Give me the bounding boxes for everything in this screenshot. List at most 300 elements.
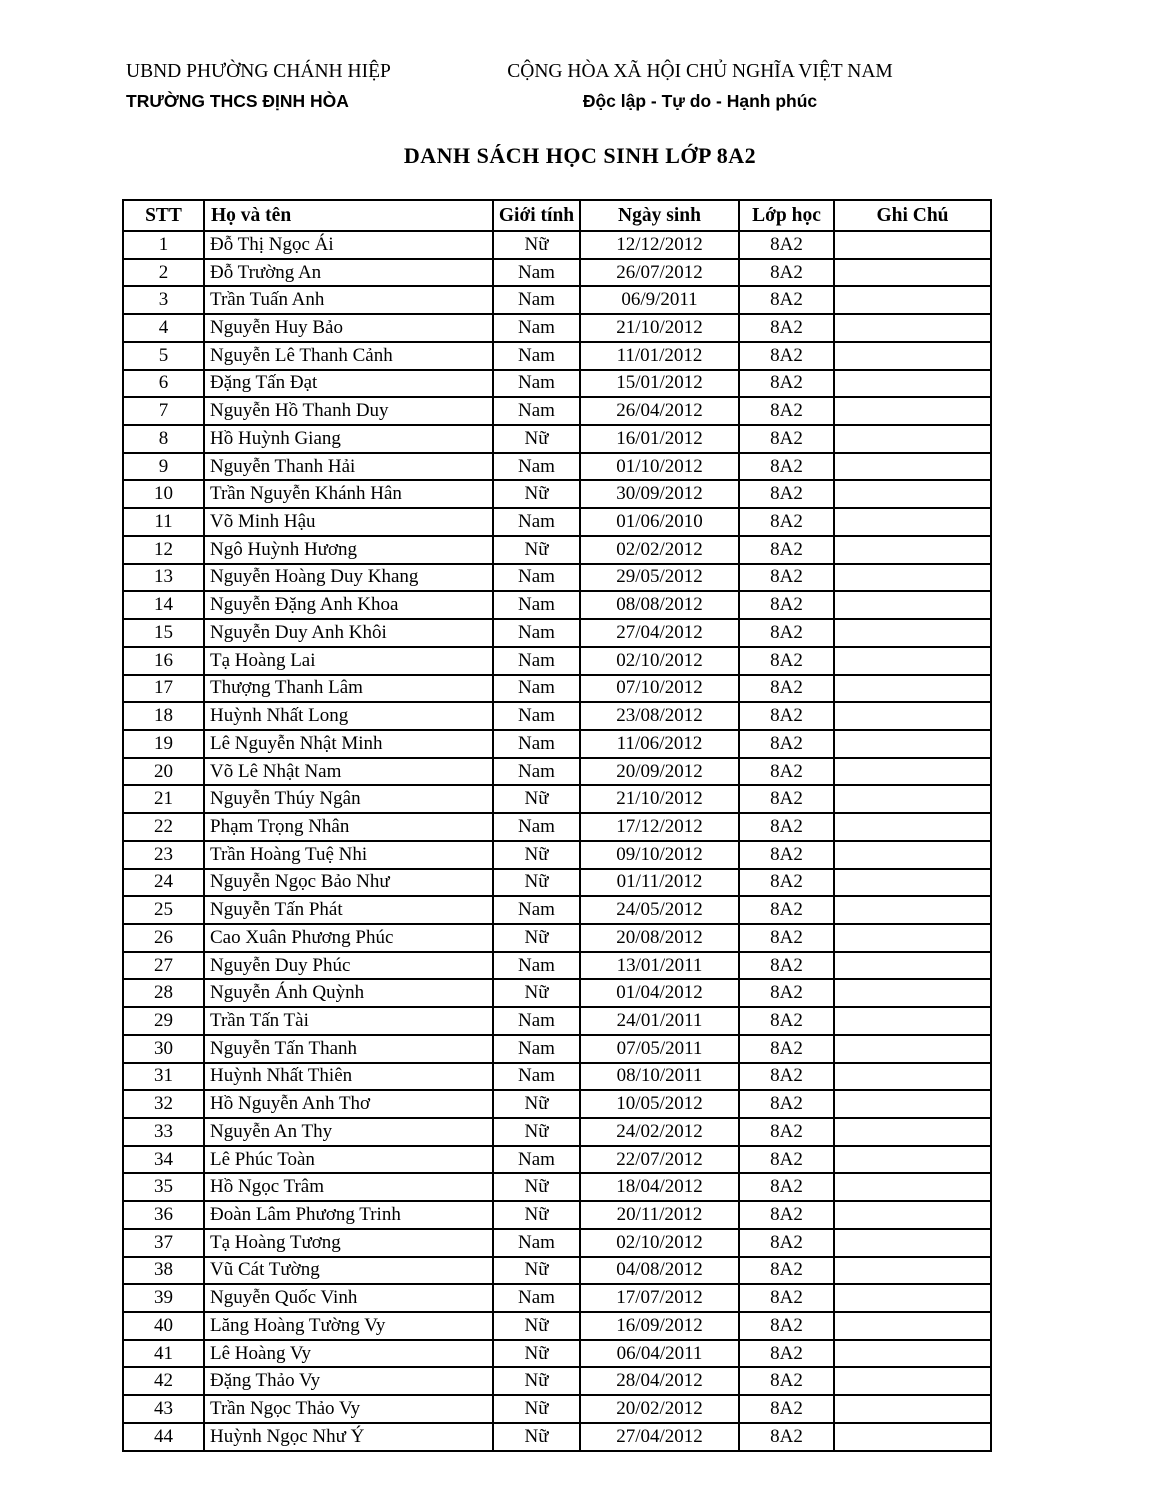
gender-cell: Nam [493, 952, 580, 980]
stt-cell: 26 [123, 924, 204, 952]
note-cell [834, 952, 991, 980]
table-row [123, 952, 991, 980]
dob-cell: 27/04/2012 [580, 1423, 739, 1451]
name-cell: Nguyễn Hoàng Duy Khang [204, 564, 493, 592]
stt-cell: 14 [123, 591, 204, 619]
stt-cell: 10 [123, 480, 204, 508]
note-cell [834, 979, 991, 1007]
table-row [123, 1257, 991, 1285]
stt-cell: 22 [123, 813, 204, 841]
note-cell [834, 647, 991, 675]
note-cell [834, 1146, 991, 1174]
class-cell: 8A2 [739, 1007, 834, 1035]
name-cell: Trần Tuấn Anh [204, 286, 493, 314]
table-row [123, 425, 991, 453]
stt-cell: 40 [123, 1312, 204, 1340]
dob-cell: 29/05/2012 [580, 564, 739, 592]
dob-cell: 26/07/2012 [580, 259, 739, 287]
name-cell: Nguyễn An Thy [204, 1118, 493, 1146]
class-cell: 8A2 [739, 1340, 834, 1368]
class-cell: 8A2 [739, 397, 834, 425]
note-cell [834, 508, 991, 536]
name-cell: Huỳnh Ngọc Như Ý [204, 1423, 493, 1451]
table-row [123, 979, 991, 1007]
table-row [123, 1367, 991, 1395]
table-row [123, 1090, 991, 1118]
name-cell: Nguyễn Lê Thanh Cảnh [204, 342, 493, 370]
note-cell [834, 730, 991, 758]
note-cell [834, 1173, 991, 1201]
name-cell: Trần Tấn Tài [204, 1007, 493, 1035]
dob-cell: 24/05/2012 [580, 896, 739, 924]
class-cell: 8A2 [739, 647, 834, 675]
stt-cell: 7 [123, 397, 204, 425]
gender-cell: Nam [493, 702, 580, 730]
school-name: TRƯỜNG THCS ĐỊNH HÒA [126, 91, 349, 111]
class-cell: 8A2 [739, 314, 834, 342]
name-cell: Đặng Tấn Đạt [204, 370, 493, 398]
gender-cell: Nam [493, 370, 580, 398]
gender-cell: Nữ [493, 869, 580, 897]
stt-cell: 6 [123, 370, 204, 398]
dob-cell: 08/10/2011 [580, 1063, 739, 1091]
gender-cell: Nữ [493, 785, 580, 813]
name-cell: Trần Hoàng Tuệ Nhi [204, 841, 493, 869]
note-cell [834, 231, 991, 259]
gender-cell: Nam [493, 647, 580, 675]
column-header-gender: Giới tính [493, 200, 580, 231]
stt-cell: 44 [123, 1423, 204, 1451]
class-cell: 8A2 [739, 1257, 834, 1285]
class-cell: 8A2 [739, 813, 834, 841]
letterhead-right [470, 60, 930, 112]
note-cell [834, 675, 991, 703]
stt-cell: 4 [123, 314, 204, 342]
student-table [122, 199, 992, 1452]
note-cell [834, 1423, 991, 1451]
stt-cell: 2 [123, 259, 204, 287]
note-cell [834, 1395, 991, 1423]
class-cell: 8A2 [739, 619, 834, 647]
name-cell: Trần Nguyễn Khánh Hân [204, 480, 493, 508]
note-cell [834, 480, 991, 508]
stt-cell: 19 [123, 730, 204, 758]
gender-cell: Nữ [493, 536, 580, 564]
name-cell: Ngô Huỳnh Hương [204, 536, 493, 564]
stt-cell: 43 [123, 1395, 204, 1423]
name-cell: Đỗ Trường An [204, 259, 493, 287]
dob-cell: 22/07/2012 [580, 1146, 739, 1174]
name-cell: Nguyễn Ngọc Bảo Như [204, 869, 493, 897]
name-cell: Vũ Cát Tường [204, 1257, 493, 1285]
class-cell: 8A2 [739, 869, 834, 897]
name-cell: Hồ Ngọc Trâm [204, 1173, 493, 1201]
dob-cell: 01/06/2010 [580, 508, 739, 536]
gender-cell: Nam [493, 564, 580, 592]
table-row [123, 1118, 991, 1146]
class-cell: 8A2 [739, 702, 834, 730]
gender-cell: Nữ [493, 841, 580, 869]
dob-cell: 12/12/2012 [580, 231, 739, 259]
table-row [123, 286, 991, 314]
class-cell: 8A2 [739, 841, 834, 869]
stt-cell: 34 [123, 1146, 204, 1174]
table-row [123, 453, 991, 481]
table-row [123, 314, 991, 342]
class-cell: 8A2 [739, 1146, 834, 1174]
dob-cell: 20/08/2012 [580, 924, 739, 952]
class-cell: 8A2 [739, 564, 834, 592]
stt-cell: 36 [123, 1201, 204, 1229]
table-row [123, 564, 991, 592]
class-cell: 8A2 [739, 1063, 834, 1091]
note-cell [834, 1007, 991, 1035]
stt-cell: 21 [123, 785, 204, 813]
name-cell: Lăng Hoàng Tường Vy [204, 1312, 493, 1340]
note-cell [834, 370, 991, 398]
stt-cell: 24 [123, 869, 204, 897]
class-cell: 8A2 [739, 1395, 834, 1423]
national-motto-line2: Độc lập - Tự do - Hạnh phúc [582, 91, 818, 111]
gender-cell: Nữ [493, 924, 580, 952]
table-row [123, 259, 991, 287]
dob-cell: 28/04/2012 [580, 1367, 739, 1395]
class-cell: 8A2 [739, 785, 834, 813]
stt-cell: 29 [123, 1007, 204, 1035]
note-cell [834, 619, 991, 647]
gender-cell: Nữ [493, 1090, 580, 1118]
note-cell [834, 1035, 991, 1063]
name-cell: Đặng Thảo Vy [204, 1367, 493, 1395]
dob-cell: 18/04/2012 [580, 1173, 739, 1201]
table-row [123, 647, 991, 675]
note-cell [834, 397, 991, 425]
gender-cell: Nam [493, 730, 580, 758]
dob-cell: 06/04/2011 [580, 1340, 739, 1368]
stt-cell: 37 [123, 1229, 204, 1257]
dob-cell: 01/11/2012 [580, 869, 739, 897]
name-cell: Nguyễn Thúy Ngân [204, 785, 493, 813]
dob-cell: 27/04/2012 [580, 619, 739, 647]
dob-cell: 07/05/2011 [580, 1035, 739, 1063]
class-cell: 8A2 [739, 675, 834, 703]
gender-cell: Nam [493, 675, 580, 703]
name-cell: Nguyễn Tấn Phát [204, 896, 493, 924]
class-cell: 8A2 [739, 1284, 834, 1312]
gender-cell: Nữ [493, 1340, 580, 1368]
dob-cell: 30/09/2012 [580, 480, 739, 508]
class-cell: 8A2 [739, 1035, 834, 1063]
stt-cell: 18 [123, 702, 204, 730]
class-cell: 8A2 [739, 231, 834, 259]
dob-cell: 20/09/2012 [580, 758, 739, 786]
name-cell: Trần Ngọc Thảo Vy [204, 1395, 493, 1423]
gender-cell: Nữ [493, 231, 580, 259]
class-cell: 8A2 [739, 924, 834, 952]
gender-cell: Nam [493, 508, 580, 536]
gender-cell: Nữ [493, 1173, 580, 1201]
note-cell [834, 924, 991, 952]
gender-cell: Nữ [493, 1201, 580, 1229]
class-cell: 8A2 [739, 1201, 834, 1229]
table-row [123, 508, 991, 536]
name-cell: Võ Lê Nhật Nam [204, 758, 493, 786]
class-cell: 8A2 [739, 536, 834, 564]
gender-cell: Nam [493, 397, 580, 425]
dob-cell: 11/01/2012 [580, 342, 739, 370]
letterhead-left [126, 60, 391, 112]
table-row [123, 1201, 991, 1229]
stt-cell: 27 [123, 952, 204, 980]
gender-cell: Nữ [493, 979, 580, 1007]
note-cell [834, 1312, 991, 1340]
dob-cell: 24/01/2011 [580, 1007, 739, 1035]
table-row [123, 702, 991, 730]
table-row [123, 370, 991, 398]
class-cell: 8A2 [739, 370, 834, 398]
table-row [123, 342, 991, 370]
dob-cell: 02/10/2012 [580, 647, 739, 675]
stt-cell: 1 [123, 231, 204, 259]
table-row [123, 1007, 991, 1035]
gender-cell: Nam [493, 342, 580, 370]
note-cell [834, 286, 991, 314]
note-cell [834, 1201, 991, 1229]
gender-cell: Nam [493, 1284, 580, 1312]
stt-cell: 13 [123, 564, 204, 592]
note-cell [834, 591, 991, 619]
class-cell: 8A2 [739, 952, 834, 980]
gender-cell: Nam [493, 1007, 580, 1035]
dob-cell: 16/09/2012 [580, 1312, 739, 1340]
name-cell: Cao Xuân Phương Phúc [204, 924, 493, 952]
gender-cell: Nữ [493, 1118, 580, 1146]
page-title: DANH SÁCH HỌC SINH LỚP 8A2 [403, 143, 757, 168]
dob-cell: 23/08/2012 [580, 702, 739, 730]
stt-cell: 39 [123, 1284, 204, 1312]
column-header-stt: STT [123, 200, 204, 231]
dob-cell: 21/10/2012 [580, 314, 739, 342]
gender-cell: Nam [493, 286, 580, 314]
class-cell: 8A2 [739, 979, 834, 1007]
table-row [123, 869, 991, 897]
name-cell: Lê Phúc Toàn [204, 1146, 493, 1174]
name-cell: Nguyễn Hồ Thanh Duy [204, 397, 493, 425]
table-row [123, 1423, 991, 1451]
stt-cell: 12 [123, 536, 204, 564]
stt-cell: 35 [123, 1173, 204, 1201]
table-row [123, 730, 991, 758]
stt-cell: 30 [123, 1035, 204, 1063]
gender-cell: Nam [493, 1063, 580, 1091]
table-row [123, 1340, 991, 1368]
table-row [123, 758, 991, 786]
table-row [123, 231, 991, 259]
table-row [123, 591, 991, 619]
gender-cell: Nữ [493, 1395, 580, 1423]
column-header-class: Lớp học [739, 200, 834, 231]
name-cell: Huỳnh Nhất Long [204, 702, 493, 730]
table-row [123, 397, 991, 425]
stt-cell: 17 [123, 675, 204, 703]
stt-cell: 11 [123, 508, 204, 536]
stt-cell: 28 [123, 979, 204, 1007]
dob-cell: 02/02/2012 [580, 536, 739, 564]
stt-cell: 32 [123, 1090, 204, 1118]
note-cell [834, 1257, 991, 1285]
table-row [123, 1035, 991, 1063]
stt-cell: 15 [123, 619, 204, 647]
gender-cell: Nữ [493, 1423, 580, 1451]
name-cell: Nguyễn Duy Phúc [204, 952, 493, 980]
table-container [122, 199, 990, 1452]
class-cell: 8A2 [739, 342, 834, 370]
gender-cell: Nam [493, 619, 580, 647]
gender-cell: Nam [493, 453, 580, 481]
table-header-row [123, 200, 991, 231]
stt-cell: 9 [123, 453, 204, 481]
class-cell: 8A2 [739, 1173, 834, 1201]
stt-cell: 23 [123, 841, 204, 869]
note-cell [834, 1063, 991, 1091]
class-cell: 8A2 [739, 453, 834, 481]
gender-cell: Nữ [493, 1257, 580, 1285]
dob-cell: 06/9/2011 [580, 286, 739, 314]
class-cell: 8A2 [739, 480, 834, 508]
dob-cell: 04/08/2012 [580, 1257, 739, 1285]
table-row [123, 480, 991, 508]
dob-cell: 20/11/2012 [580, 1201, 739, 1229]
note-cell [834, 841, 991, 869]
gender-cell: Nam [493, 314, 580, 342]
class-cell: 8A2 [739, 758, 834, 786]
note-cell [834, 342, 991, 370]
dob-cell: 20/02/2012 [580, 1395, 739, 1423]
gender-cell: Nam [493, 1229, 580, 1257]
name-cell: Nguyễn Đặng Anh Khoa [204, 591, 493, 619]
dob-cell: 10/05/2012 [580, 1090, 739, 1118]
dob-cell: 09/10/2012 [580, 841, 739, 869]
note-cell [834, 1367, 991, 1395]
class-cell: 8A2 [739, 730, 834, 758]
column-header-dob: Ngày sinh [580, 200, 739, 231]
table-row [123, 536, 991, 564]
table-row [123, 813, 991, 841]
stt-cell: 5 [123, 342, 204, 370]
table-row [123, 924, 991, 952]
stt-cell: 20 [123, 758, 204, 786]
class-cell: 8A2 [739, 591, 834, 619]
table-row [123, 785, 991, 813]
table-row [123, 1284, 991, 1312]
dob-cell: 26/04/2012 [580, 397, 739, 425]
note-cell [834, 1229, 991, 1257]
note-cell [834, 1284, 991, 1312]
name-cell: Lê Nguyễn Nhật Minh [204, 730, 493, 758]
class-cell: 8A2 [739, 259, 834, 287]
name-cell: Nguyễn Thanh Hải [204, 453, 493, 481]
table-row [123, 1173, 991, 1201]
name-cell: Nguyễn Tấn Thanh [204, 1035, 493, 1063]
note-cell [834, 896, 991, 924]
table-row [123, 896, 991, 924]
note-cell [834, 758, 991, 786]
dob-cell: 15/01/2012 [580, 370, 739, 398]
name-cell: Nguyễn Huy Bảo [204, 314, 493, 342]
name-cell: Lê Hoàng Vy [204, 1340, 493, 1368]
column-header-name: Họ và tên [204, 200, 493, 231]
gender-cell: Nam [493, 758, 580, 786]
gender-cell: Nữ [493, 1367, 580, 1395]
dob-cell: 11/06/2012 [580, 730, 739, 758]
class-cell: 8A2 [739, 1367, 834, 1395]
stt-cell: 38 [123, 1257, 204, 1285]
name-cell: Tạ Hoàng Lai [204, 647, 493, 675]
class-cell: 8A2 [739, 286, 834, 314]
name-cell: Thượng Thanh Lâm [204, 675, 493, 703]
note-cell [834, 425, 991, 453]
dob-cell: 07/10/2012 [580, 675, 739, 703]
name-cell: Hồ Huỳnh Giang [204, 425, 493, 453]
note-cell [834, 785, 991, 813]
class-cell: 8A2 [739, 508, 834, 536]
note-cell [834, 1118, 991, 1146]
note-cell [834, 453, 991, 481]
name-cell: Tạ Hoàng Tương [204, 1229, 493, 1257]
name-cell: Huỳnh Nhất Thiên [204, 1063, 493, 1091]
note-cell [834, 1340, 991, 1368]
class-cell: 8A2 [739, 1423, 834, 1451]
table-row [123, 1063, 991, 1091]
name-cell: Đỗ Thị Ngọc Ái [204, 231, 493, 259]
stt-cell: 3 [123, 286, 204, 314]
table-body [123, 231, 991, 1451]
note-cell [834, 314, 991, 342]
national-motto-line1: CỘNG HÒA XÃ HỘI CHỦ NGHĨA VIỆT NAM [507, 61, 893, 82]
note-cell [834, 536, 991, 564]
table-row [123, 841, 991, 869]
table-row [123, 619, 991, 647]
table-row [123, 675, 991, 703]
stt-cell: 25 [123, 896, 204, 924]
dob-cell: 13/01/2011 [580, 952, 739, 980]
note-cell [834, 702, 991, 730]
column-header-note: Ghi Chú [834, 200, 991, 231]
issuing-authority: UBND PHƯỜNG CHÁNH HIỆP [126, 61, 391, 82]
stt-cell: 41 [123, 1340, 204, 1368]
class-cell: 8A2 [739, 425, 834, 453]
dob-cell: 01/04/2012 [580, 979, 739, 1007]
gender-cell: Nam [493, 1146, 580, 1174]
note-cell [834, 564, 991, 592]
dob-cell: 17/07/2012 [580, 1284, 739, 1312]
dob-cell: 01/10/2012 [580, 453, 739, 481]
stt-cell: 16 [123, 647, 204, 675]
name-cell: Hồ Nguyễn Anh Thơ [204, 1090, 493, 1118]
name-cell: Nguyễn Duy Anh Khôi [204, 619, 493, 647]
gender-cell: Nữ [493, 1312, 580, 1340]
dob-cell: 24/02/2012 [580, 1118, 739, 1146]
gender-cell: Nam [493, 1035, 580, 1063]
table-row [123, 1229, 991, 1257]
note-cell [834, 1090, 991, 1118]
stt-cell: 31 [123, 1063, 204, 1091]
name-cell: Võ Minh Hậu [204, 508, 493, 536]
table-row [123, 1146, 991, 1174]
name-cell: Nguyễn Ánh Quỳnh [204, 979, 493, 1007]
gender-cell: Nam [493, 813, 580, 841]
gender-cell: Nam [493, 896, 580, 924]
